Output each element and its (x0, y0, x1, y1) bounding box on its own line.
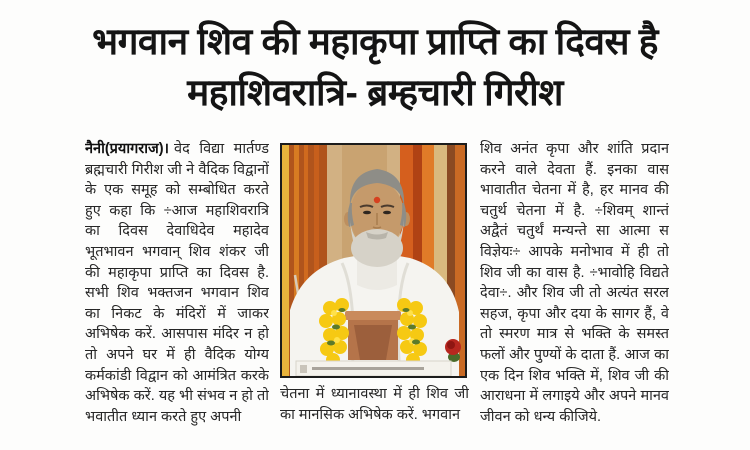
photo-illustration (282, 145, 465, 376)
left-column-body: वेद विद्या मार्तण्ड ब्रह्मचारी गिरीश जी ने वैदिक विद्वानों के एक समूह को सम्बोधित करते हुए कहा कि ÷आज महाशिवरात्रि का दिवस देवाधिदेव महादेव भूतभावन भगवान् शिव शंकर जी की महाकृपा प्राप्ति का दिवस है. सभी शिव भक्तजन भगवान शिव का निकट के मंदिरों में जाकर अभिषेक करें. आसपास मंदिर न हो तो अपने घर में ही वैदिक योग्य कर्मकांडी विद्वान को आमंत्रित करके अभिषेक करें. यह भी संभव न हो तो भवातीत ध्यान करते हुए अपनी (85, 141, 269, 425)
article-headline (55, 16, 695, 118)
photo-caption: चेतना में ध्यानावस्था में ही शिव जी का मानसिक अभिषेक करें. भगवान (280, 386, 469, 423)
headline-line-1: भगवान शिव की महाकृपा प्राप्ति का दिवस है (92, 21, 658, 62)
left-column-text (85, 139, 269, 431)
right-column-text: शिव अनंत कृपा और शांति प्रदान करने वाले देवता हैं. इनका वास भावातीत चेतना में है, हर मानव की चतुर्थ चेतना में है. ÷शिवम् शान्तं अद्वैतं चतुर्थं मन्यन्ते सा आत्मा स विज्ञेयः÷ आपके मनोभाव में ही तो शिव जी का वास है. ÷भावोहि विद्यते देवा÷. और शिव जी तो अत्यंत सरल सहज, कृपा और दया के सागर हैं, वे तो स्मरण मात्र से भक्ति के समस्त फलों और पुण्यों के दाता हैं. आज का एक दिन शिव भक्ति में, शिव जी की आराधना में लगाइये और अपने मानव जीवन को धन्य कीजिये. (480, 141, 669, 425)
dateline: नैनी(प्रयागराज)। (85, 141, 170, 157)
photo-brahmachari-girish (280, 143, 467, 378)
headline-line-2: महाशिवरात्रि- ब्रम्हचारी गिरीश (187, 72, 563, 113)
